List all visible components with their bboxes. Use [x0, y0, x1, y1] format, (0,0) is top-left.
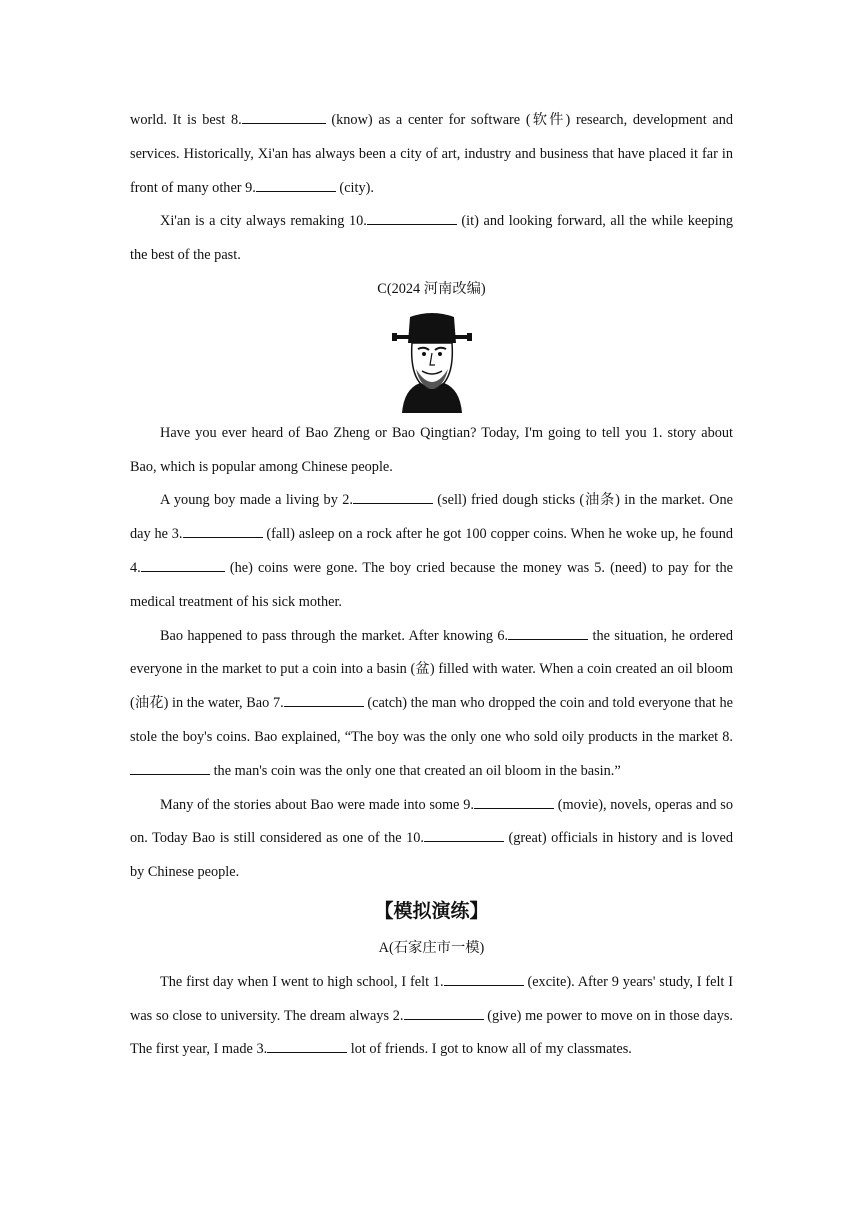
section-c-paragraph-2 [130, 484, 733, 619]
answer-blank-2[interactable] [353, 490, 433, 505]
text-run: (give) me power to move on in those days. The first year, I made 3. [130, 1007, 733, 1058]
text-run: (fall) asleep on a rock after he got 100 copper coins. When he woke up, he found 4. [130, 526, 733, 576]
text-run: (great) officials in history and is loved by Chinese people. [130, 830, 734, 881]
passage-b-paragraph [130, 205, 733, 273]
text-run: (catch) the man who dropped the coin and told everyone that he stole the boy's coins. Bao explained, “The boy was the only one who sold oily products in the market 8. [130, 695, 733, 745]
answer-blank-9c[interactable] [474, 794, 554, 809]
text-run: (excite). After 9 years' study, I felt I was so close to university. The dream always 2. [130, 973, 733, 1024]
text-run: (it) and looking forward, all the while keeping the best of the past. [130, 213, 733, 264]
section-c-paragraph-4 [130, 789, 733, 890]
answer-blank-3p[interactable] [267, 1039, 347, 1054]
practice-heading: 【模拟演练】 [374, 899, 489, 922]
text-run: Bao happened to pass through the market. After knowing 6. [160, 627, 509, 644]
text-run: (movie), novels, operas and so on. Today Bao is still considered as one of the 10. [130, 796, 733, 847]
answer-blank-1p[interactable] [444, 971, 524, 986]
answer-blank-2p[interactable] [404, 1005, 484, 1020]
text-run: A young boy made a living by 2. [160, 492, 353, 509]
text-run: The first day when I went to high school, I felt 1. [160, 973, 444, 990]
answer-blank-3[interactable] [183, 524, 263, 539]
answer-blank-10[interactable] [367, 211, 457, 226]
text-run: world. It is best 8. [130, 112, 242, 128]
practice-subtitle: A(石家庄市一模) [378, 939, 485, 956]
text-run: lot of friends. I got to know all of my classmates. [347, 1041, 632, 1058]
answer-blank-6[interactable] [508, 625, 588, 640]
answer-blank-9[interactable] [256, 177, 336, 192]
answer-blank-8[interactable] [242, 109, 326, 124]
text-run: (sell) fried dough sticks (油条) in the market. One day he 3. [130, 492, 733, 543]
practice-paragraph-1 [130, 966, 733, 1067]
section-c-paragraph-3 [130, 620, 733, 789]
text-run: (know) as a center for software (软件) research, development and services. Historically, Xi'an has always been a city of art, industry and business that have placed it far in front of many other 9. [130, 112, 733, 196]
answer-blank-7[interactable] [284, 693, 364, 708]
text-run: the man's coin was the only one that created an oil bloom in the basin.” [210, 762, 621, 779]
text-run: (city). [335, 179, 374, 196]
text-run: the situation, he ordered everyone in the market to put a coin into a basin (盆) filled with water. When a coin created an oil bloom (油花) in the water, Bao 7. [130, 627, 733, 712]
text-run: Many of the stories about Bao were made into some 9. [160, 796, 474, 813]
passage-b-ending [130, 104, 733, 205]
answer-blank-4[interactable] [141, 557, 225, 572]
answer-blank-8c[interactable] [130, 760, 210, 775]
text-run: (he) coins were gone. The boy cried because the money was 5. (need) to pay for the medical treatment of his sick mother. [130, 559, 733, 610]
bao-zheng-portrait-icon [392, 309, 472, 413]
answer-blank-10c[interactable] [424, 828, 504, 843]
section-c-paragraph-1: Have you ever heard of Bao Zheng or Bao Qingtian? Today, I'm going to tell you 1. story about Bao, which is popular among Chinese people. [130, 424, 733, 475]
document-page [130, 104, 733, 1067]
text-run: Xi'an is a city always remaking 10. [160, 213, 367, 230]
section-c-title: C(2024 河南改编) [377, 280, 486, 297]
